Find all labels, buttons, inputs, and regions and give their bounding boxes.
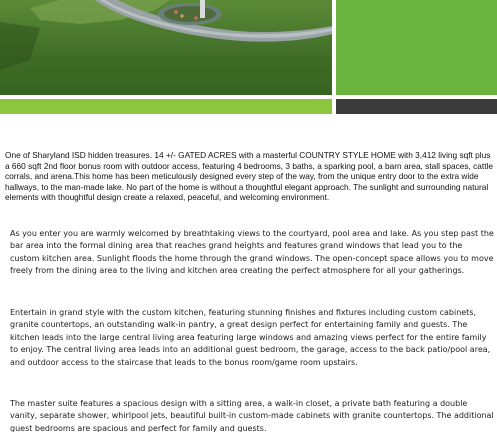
property-aerial-photo <box>0 0 332 95</box>
green-side-panel <box>336 0 497 95</box>
accent-bar-dark <box>336 99 497 114</box>
body-paragraph-kitchen: Entertain in grand style with the custom kitchen, featuring stunning finishes and fixtures including custom cabinets, granite countertops, an outstanding walk-in pantry, a great design perfect for entertaining family and guests. The kitchen leads into the large central living area featuring large windows and amazing views perfect for the entire family to enjoy. The central living area leads into an additional guest bedroom, the garage, access to the back patio/pool area, and outdoor access to the staircase that leads to the bonus room/game room upstairs. <box>10 308 491 367</box>
aerial-photo-graphic <box>0 0 332 95</box>
intro-paragraph: One of Sharyland ISD hidden treasures. 14 +/- GATED ACRES with a masterful COUNTRY STYLE HOME with 3,412 living sqft plus a 660 sqft 2nd floor bonus room with outdoor access, featuring 4 bedrooms, 3 baths, a sparking pool, a barn area, stall spaces, cattle corrals, and arena.This home has been meticulously designed every step of the way, from the unique entry door to the extra wide hallways, to the man-made lake. No part of the home is without a thoughtful elegant approach. The sunlight and surrounding natural elements with thoughtful design create a relaxed, peaceful, and welcoming environment. <box>5 150 493 203</box>
accent-bar-green <box>0 99 332 114</box>
body-paragraph-master-suite: The master suite features a spacious design with a sitting area, a walk-in closet, a private bath featuring a double vanity, separate shower, whirlpool jets, beautiful built-in custom-made cabinets with granite countertops. The additional guest bedrooms are spacious and perfect for family and guests. <box>10 399 494 432</box>
body-paragraph-entry: As you enter you are warmly welcomed by breathtaking views to the courtyard, pool area and lake. As you step past the bar area into the formal dining area that reaches grand heights and features grand windows that lead you to the custom kitchen area. Sunlight floods the home through the grand windows. The open-concept space allows you to move freely from the dining area to the living and kitchen area creating the perfect atmosphere for all your gatherings. <box>10 229 494 276</box>
